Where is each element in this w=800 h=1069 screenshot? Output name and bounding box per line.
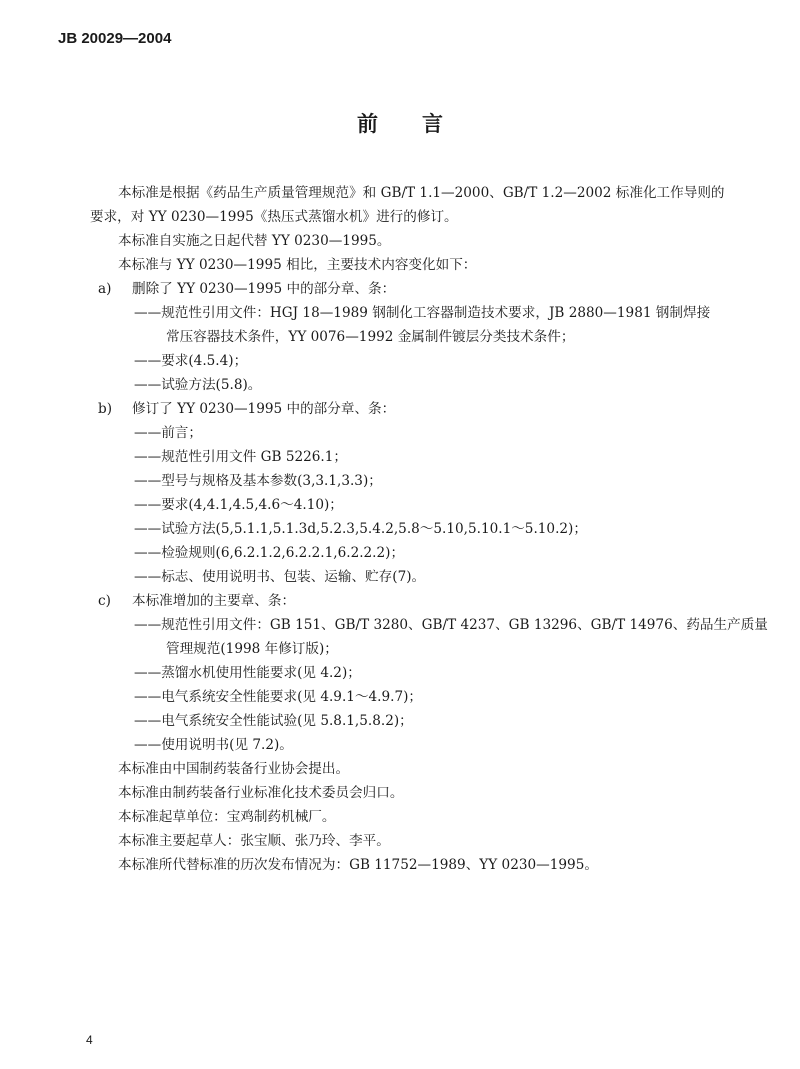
document-body xyxy=(90,181,768,877)
sub-item-b-1: ——前言； xyxy=(134,425,202,441)
sub-item-c-4: ——电气系统安全性能试验(见 5.8.1,5.8.2)； xyxy=(134,713,413,729)
sub-item-b-5: ——试验方法(5,5.1.1,5.1.3d,5.2.3,5.4.2,5.8～5.10,5.10.1～5.10.2)； xyxy=(134,521,587,537)
sub-item-a-3: ——试验方法(5.8)。 xyxy=(134,377,262,393)
paragraph-drafting-unit: 本标准起草单位：宝鸡制药机械厂。 xyxy=(118,809,336,825)
sub-item-c-5: ——使用说明书(见 7.2)。 xyxy=(134,737,293,753)
title-part-1: 前 xyxy=(357,112,378,136)
list-text-a: 删除了 YY 0230—1995 中的部分章、条： xyxy=(132,281,396,297)
page-title xyxy=(0,108,800,138)
sub-item-b-6: ——检验规则(6,6.2.1.2,6.2.2.1,6.2.2.2)； xyxy=(134,545,405,561)
list-item-b xyxy=(90,397,750,421)
document-id: JB 20029—2004 xyxy=(58,30,172,47)
paragraph-replaces: 本标准自实施之日起代替 YY 0230—1995。 xyxy=(118,233,391,249)
list-text-b: 修订了 YY 0230—1995 中的部分章、条： xyxy=(132,401,396,417)
list-text-c: 本标准增加的主要章、条： xyxy=(132,593,296,609)
paragraph-history: 本标准所代替标准的历次发布情况为：GB 11752—1989、YY 0230—1995。 xyxy=(118,857,598,873)
sub-item-b-2: ——规范性引用文件 GB 5226.1； xyxy=(134,449,347,465)
sub-item-a-1-cont: 常压容器技术条件，YY 0076—1992 金属制件镀层分类技术条件； xyxy=(166,329,575,345)
paragraph-basis-line-1: 本标准是根据《药品生产质量管理规范》和 GB/T 1.1—2000、GB/T 1.2—2002 标准化工作导则的 xyxy=(118,185,725,201)
sub-item-b-4: ——要求(4,4.1,4.5,4.6～4.10)； xyxy=(134,497,343,513)
sub-item-b-7: ——标志、使用说明书、包装、运输、贮存(7)。 xyxy=(134,569,426,585)
paragraph-proposer: 本标准由中国制药装备行业协会提出。 xyxy=(118,761,350,777)
list-item-a xyxy=(90,277,750,301)
sub-item-c-2: ——蒸馏水机使用性能要求(见 4.2)； xyxy=(134,665,361,681)
paragraph-changes-intro: 本标准与 YY 0230—1995 相比，主要技术内容变化如下： xyxy=(118,257,477,273)
sub-item-a-1: ——规范性引用文件：HGJ 18—1989 钢制化工容器制造技术要求，JB 2880—1981 钢制焊接 xyxy=(134,305,711,321)
list-label-c: c) xyxy=(98,593,111,609)
paragraph-committee: 本标准由制药装备行业标准化技术委员会归口。 xyxy=(118,785,404,801)
paragraph-drafters: 本标准主要起草人：张宝顺、张乃玲、李平。 xyxy=(118,833,390,849)
sub-item-b-3: ——型号与规格及基本参数(3,3.1,3.3)； xyxy=(134,473,382,489)
list-label-a: a) xyxy=(98,281,112,297)
list-item-c xyxy=(90,589,750,613)
sub-item-a-2: ——要求(4.5.4)； xyxy=(134,353,248,369)
paragraph-basis-line-2: 要求，对 YY 0230—1995《热压式蒸馏水机》进行的修订。 xyxy=(90,209,458,225)
sub-item-c-1-cont: 管理规范(1998 年修订版)； xyxy=(166,641,338,657)
sub-item-c-3: ——电气系统安全性能要求(见 4.9.1～4.9.7)； xyxy=(134,689,423,705)
title-part-2: 言 xyxy=(422,112,443,136)
list-label-b: b) xyxy=(98,401,113,417)
sub-item-c-1: ——规范性引用文件：GB 151、GB/T 3280、GB/T 4237、GB 13296、GB/T 14976、药品生产质量 xyxy=(134,617,768,633)
page-number: 4 xyxy=(86,1033,93,1047)
